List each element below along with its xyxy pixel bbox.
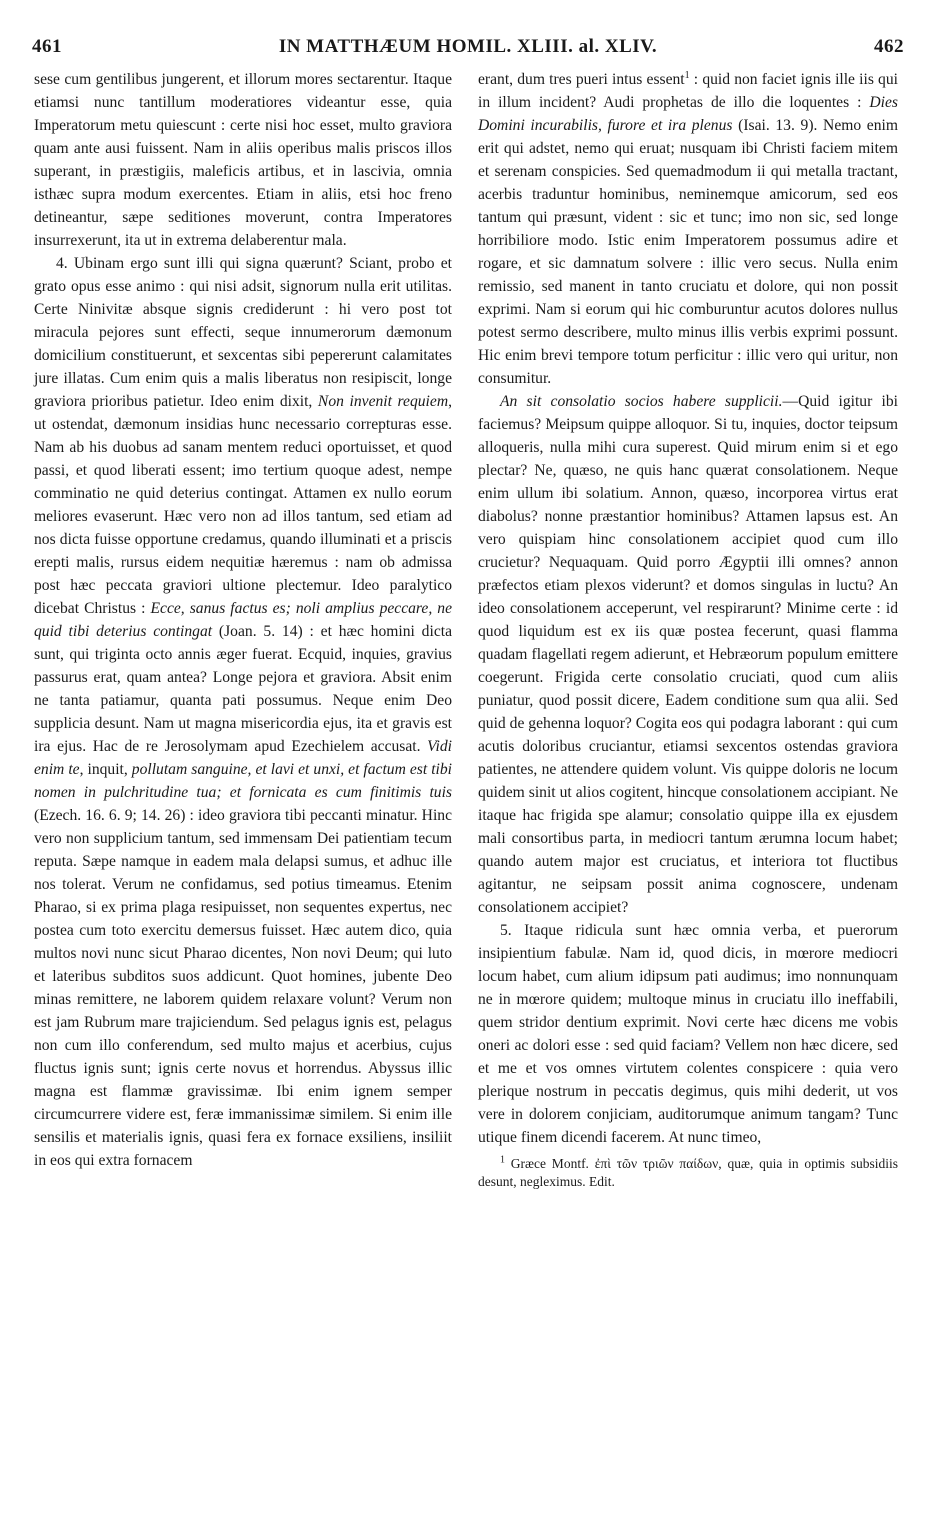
- footnote-reference: 1: [684, 69, 690, 81]
- footnote: [478, 1155, 898, 1191]
- paragraph-consolatio: [478, 390, 898, 919]
- right-column: [478, 68, 898, 1191]
- text-run: —Quid igitur ibi faciemus? Meipsum quippe alloquor. Si tu, inquies, doctor teipsum alloqueris, nulla mihi cura superest. Quid mirum enim si et ego plectar? Ne, quæso, ne quis hanc quærat consolationem. Neque enim ullum ibi solatium. Annon, quæso, incorporea virtus erat diabolus? nonne præstantior hominibus? Attamen lapsus est. An vero quispiam hinc consolationem accipiet quod cum illo crucietur? Nequaquam. Quid porro Ægyptii illi omnes? annon præfectos etiam plexos viderunt? et domos singulas in luctu? An ideo consolationem acceperunt, vel respirarunt? Minime certe : id quod liquidum est ex iis quæ postea fecerunt, quasi flamma quadam flagellati regem adierunt, et Hebræorum populum emittere coegerunt. Frigida certe consolatio cruciati, quod cum aliis puniatur, quod possit dicere, Eadem conditione sum qua alii. Sed quid de gehenna loquor? Cogita eos qui podagra laborant : qui cum acutis doloribus cruciantur, etiamsi sexcentos ostendas graviora patientes, ne attendere quidem volunt. Vis quippe doloris ne locum quidem sinit ut alios cogitent, hincque consolationem accipiant. Ne itaque hac frigida spe alamur; consolatio quippe illa ex ejusdem mali consortibus parta, in mediocri tantum ærumna locum habet; quando autem major est cruciatus, et interiora tot fluctibus agitantur, ne seipsam possit anima cognoscere, undenam consolationem accipiet?: [478, 393, 898, 916]
- paragraph: sese cum gentilibus jungerent, et illorum mores sectarentur. Itaque etiamsi nunc tantillum moderatiores videantur esse, quia Imperatorum metu quiescunt : certe nisi hoc esset, multo graviora quam ante ausi fuissent. Nam in aliis operibus malis priscos illos superant, in præstigiis, maleficis artibus, et in lascivia, omnia isthæc supra modum exercentes. Etiam in aliis, etsi hoc freno detineantur, sæpe seditiones moverunt, contra Imperatores insurrexerunt, ita ut in extrema delaberentur mala.: [34, 71, 452, 249]
- text-run: (Isai. 13. 9). Nemo enim erit qui adstet, nemo qui eruat; nusquam ibi Christi faciem mitem et serenam conspicies. Sed quemadmodum ii qui metalla tractant, acerbis traduntur hominibus, neminemque amicorum, sed eos tantum qui præsunt, vident : sic et tunc; imo non sic, sed longe horribiliore modo. Istic enim Imperatorem possumus adire et rogare, et sic damnatum solvere : illic vero secus. Nulla enim remissio, sed manent in tanto cruciatu et dolore, qui non possit exprimi. Nam si eorum qui hic comburuntur acutos dolores nullus potest sermo describere, multo minus illis verbis exprimi possunt. Hic enim brevi tempore totum perficitur : illic vero qui uritur, non consumitur.: [478, 117, 898, 387]
- page-number-left: 461: [32, 36, 62, 57]
- italic-quote: pollutam sanguine, et lavi et unxi, et factum est tibi nomen in pulchritudine tua; et fornicata es cum finitimis tuis: [34, 761, 453, 801]
- running-title: IN MATTHÆUM HOMIL. XLIII. al. XLIV.: [278, 36, 658, 57]
- page-number-right: 462: [874, 36, 904, 57]
- running-header: [32, 36, 904, 62]
- text-run: , ut ostendat, dæmonum insidias hunc necessario correpturas esse. Nam ab his duobus ad sanam mentem reduci oportuisset, et quod passi, et quod liberati essent; imo tertium quoque adest, nempe comminatio ne quid deterius contingat. Attamen ex nullo eorum meliores evaserunt. Hæc vero non ad illos tantum, sed etiam ad nos dicta fuisse opportune credamus, quando illuminati et a priscis erepti malis, rursus eidem nequitiæ hæremus : nam ob admissa post hæc peccata graviori ultione plectemur. Ideo paralytico dicebat Christus :: [34, 393, 452, 617]
- italic-quote: Vidi enim te: [34, 738, 452, 778]
- italic-quote: Ecce, sanus factus es; noli amplius peccare, ne quid tibi deterius contingat: [34, 600, 453, 640]
- paragraph-section-4: [34, 252, 452, 1172]
- paragraph: [478, 68, 898, 390]
- text-run: (Joan. 5. 14) : et hæc homini dicta sunt, qui triginta octo annis æger fuerat. Ecquid, inquies, gravius passurus erat, quam antea? Longe pejora et graviora. Absit enim ne tanta patiamur, quanta pati possumus. Neque enim Deo supplicia desunt. Nam ut magna misericordia ejus, ita et gravis est ira ejus. Hac de re Jerosolymam apud Ezechielem accusat.: [34, 623, 452, 755]
- left-column: [34, 68, 452, 1172]
- paragraph-section-5: 5. Itaque ridicula sunt hæc omnia verba, et puerorum insipientium fabulæ. Nam id, quod dicis, in mœrore mediocri locum habet, cum alium idipsum pati audimus; imo nonnunquam ne in mœrore quidem; multoque minus in cruciatu illo ineffabili, quem stridor dentium exprimit. Novi certe hæc dicens me vobis oneri ac dolori esse : sed quid faciam? Vellem non hæc dicere, sed et me et vos omnes virtutem colentes conspicere : quia vero plerique nostrum in peccatis degimus, quis mihi dederit, ut vos vere in dolorem conjiciam, auditorumque animum tangam? Tunc utique finem dicendi facerem. At nunc timeo,: [478, 922, 898, 1146]
- text-run: , inquit,: [79, 761, 132, 778]
- italic-quote: Dies Domini incurabilis, furore et ira plenus: [478, 94, 898, 134]
- footnote-mark: 1: [500, 1154, 505, 1166]
- text-run: 4. Ubinam ergo sunt illi qui signa quærunt? Sciant, probo et grato opus esse animo : qui nisi adsit, signorum nulla erit utilitas. Certe Ninivitæ absque signis crediderunt : hi vero post tot miracula pejores sunt effecti, seque innumerorum dæmonum domicilium constituerunt, et sexcentas sibi pepererunt calamitates jure illatas. Cum enim quis a malis liberatus non resipiscit, longe graviora prioribus patietur. Ideo enim dixit,: [34, 255, 452, 410]
- text-run: (Ezech. 16. 6. 9; 14. 26) : ideo graviora tibi peccanti minatur. Hinc vero non supplicium tantum, sed immensam Dei patientiam tecum reputa. Sæpe namque in eadem mala delapsi sumus, et adhuc ille nos tolerat. Verum ne confidamus, sed potius timeamus. Etenim Pharao, si ex prima plaga resipuisset, non sequentes expertus, nec postea cum toto exercitu demersus fuisset. Hæc autem dico, quia multos novi nunc sicut Pharao dicentes, Non novi Deum; qui luto et lateribus subditos suos addicunt. Quot homines, jubente Deo minas remittere, ne laborem quidem relaxare volunt? Verum non est jam Rubrum mare trajiciendum. Sed pelagus ignis est, pelagus non cum illo conferendum, sed multo majus et acerbius, cujus fluctus ignis sunt; ignis certe novus et horrendus. Abyssus illic magna est flammæ gravissimæ. Ibi enim ignem semper circumcurrere videre est, feræ immanissimæ similem. Si enim ille sensilis et materialis ignis, quasi fera ex fornace exsiliens, insiliit in eos qui extra fornacem: [34, 807, 452, 1169]
- text-run: : quid non faciet ignis ille iis qui in illum incident? Audi prophetas de illo die loquentes :: [478, 71, 898, 111]
- italic-heading: An sit consolatio socios habere supplicii.: [500, 393, 783, 410]
- italic-quote: Non invenit requiem: [317, 393, 449, 410]
- footnote-text: Græce Montf. ἐπὶ τῶν τριῶν παίδων, quæ, quia in optimis subsidiis desunt, negleximus. Edit.: [478, 1156, 898, 1189]
- text-run: erant, dum tres pueri intus essent: [478, 71, 685, 88]
